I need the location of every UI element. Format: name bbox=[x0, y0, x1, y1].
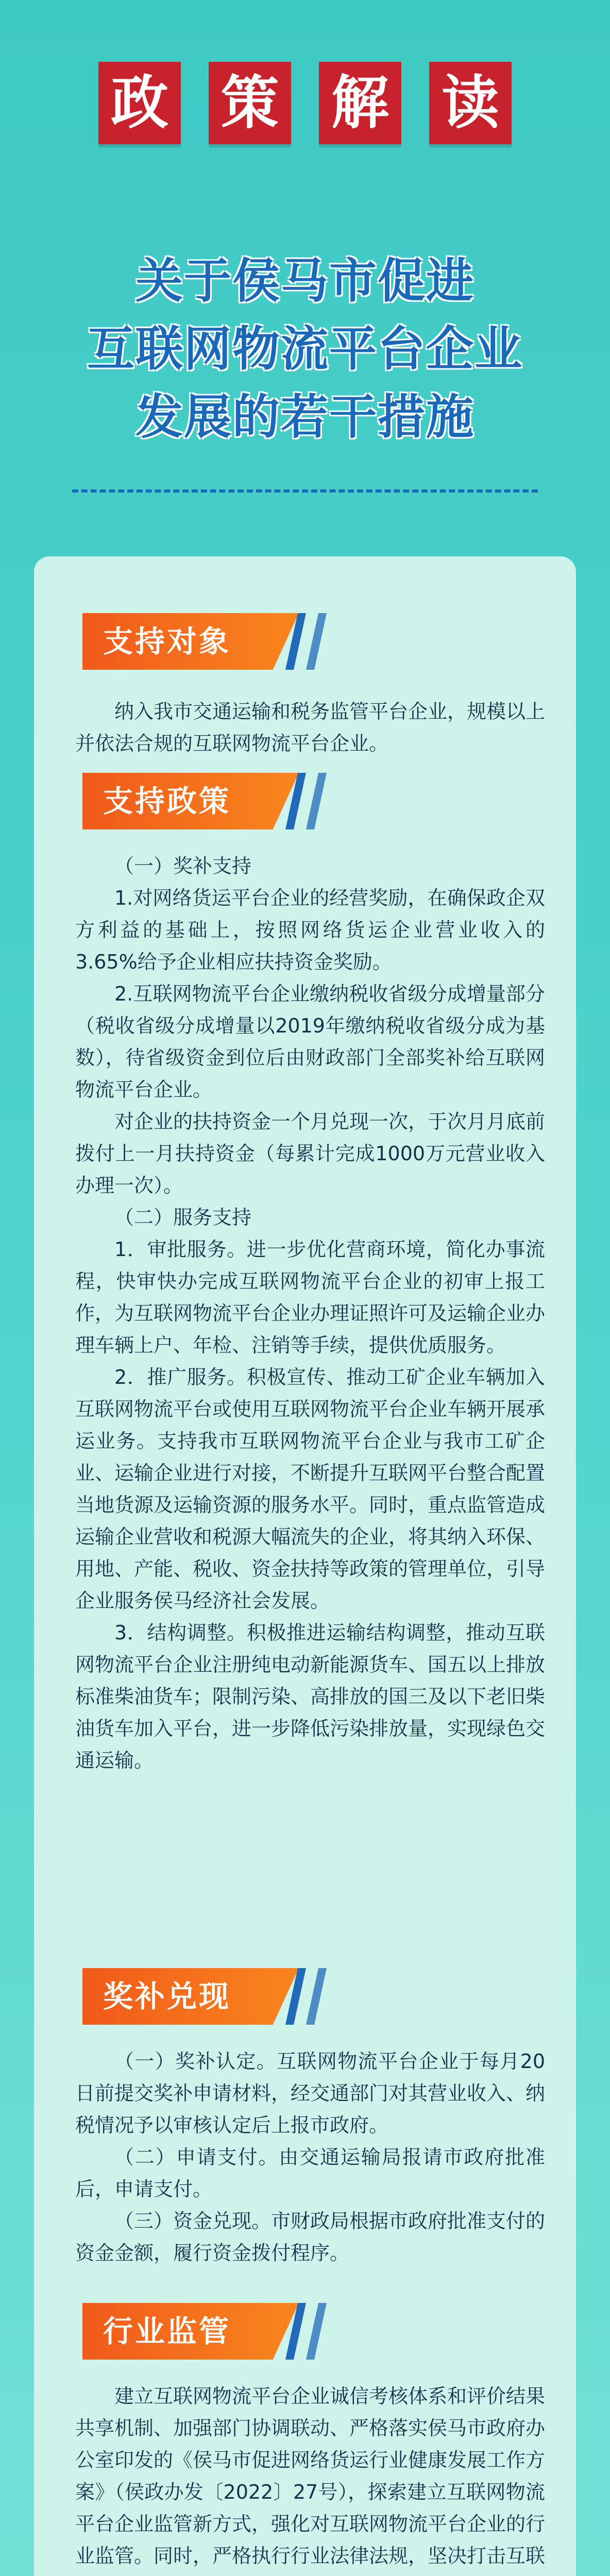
header-char-2: 策 bbox=[209, 62, 291, 144]
content-card bbox=[34, 556, 576, 2576]
title-divider bbox=[72, 489, 538, 493]
heading-stripe bbox=[306, 613, 327, 670]
header-char-4: 读 bbox=[429, 62, 512, 144]
paragraph: 3．结构调整。积极推进运输结构调整，推动互联网物流平台企业注册纯电动新能源货车、国五以上排放标准柴油货车；限制污染、高排放的国三及以下老旧柴油货车加入平台，进一步降低污染排放量，实现绿色交通运输。 bbox=[75, 1621, 546, 1772]
title-line-3: 发展的若干措施 bbox=[135, 389, 475, 445]
header-char-3: 解 bbox=[319, 62, 401, 144]
paragraph: 2.互联网物流平台企业缴纳税收省级分成增量部分（税收省级分成增量以2019年缴纳税收省级分成为基数），待省级资金到位后由财政部门全部奖补给互联网物流平台企业。 bbox=[75, 982, 545, 1101]
paragraph: 2．推广服务。积极宣传、推动工矿企业车辆加入互联网物流平台或使用互联网物流平台企业车辆开展承运业务。支持我市互联网物流平台企业与我市工矿企业、运输企业进行对接，不断提升互联网平台整合配置当地货源及运输资源的服务水平。同时，重点监管造成运输企业营收和税源大幅流失的企业，将其纳入环保、用地、产能、税收、资金扶持等政策的管理单位，引导企业服务侯马经济社会发展。 bbox=[75, 1366, 546, 1612]
page-title bbox=[0, 247, 610, 451]
paragraph: 建立互联网物流平台企业诚信考核体系和评价结果共享机制、加强部门协调联动、严格落实侯马市政府办公室印发的《侯马市促进网络货运行业健康发展工作方案》（侯政办发〔2022〕27号），探索建立互联网物流平台企业监管新方式，强化对互联网物流平台企业的行业监管。同时，严格执行行业法律法规，坚决打击互联 bbox=[75, 2385, 546, 2567]
subheading: （一）奖补支持 bbox=[114, 855, 252, 877]
paragraph: 1.对网络货运平台企业的经营奖励，在确保政企双方利益的基础上，按照网络货运企业营业收入的3.65%给予企业相应扶持资金奖励。 bbox=[75, 887, 545, 973]
section-body-support-policy bbox=[75, 850, 545, 1776]
section-heading-industry-regulation bbox=[82, 2303, 330, 2360]
heading-stripe bbox=[306, 773, 327, 829]
section-body-reward-payout bbox=[75, 2045, 545, 2269]
title-line-1: 关于侯马市促进 bbox=[135, 253, 475, 309]
section-heading-label: 支持政策 bbox=[103, 784, 231, 819]
section-heading-reward-payout bbox=[82, 1968, 330, 2025]
section-body-support-target bbox=[75, 696, 545, 759]
subheading: （二）服务支持 bbox=[114, 1206, 252, 1229]
heading-stripe bbox=[306, 2303, 327, 2360]
paragraph: 1．审批服务。进一步优化营商环境，简化办事流程，快审快办完成互联网物流平台企业的初审上报工作，为互联网物流平台企业办理证照许可及运输企业办理车辆上户、年检、注销等手续，提供优质服务。 bbox=[75, 1238, 546, 1357]
section-heading-label: 奖补兑现 bbox=[103, 1979, 231, 2014]
paragraph: 对企业的扶持资金一个月兑现一次，于次月月底前拨付上一月扶持资金（每累计完成1000万元营业收入办理一次）。 bbox=[75, 1110, 546, 1197]
section-heading-label: 行业监管 bbox=[103, 2314, 231, 2349]
paragraph: （一）奖补认定。互联网物流平台企业于每月20日前提交奖补申请材料，经交通部门对其营业收入、纳税情况予以审核认定后上报市政府。 bbox=[75, 2050, 546, 2137]
header-char-1: 政 bbox=[98, 62, 181, 144]
paragraph: 纳入我市交通运输和税务监管平台企业，规模以上并依法合规的互联网物流平台企业。 bbox=[75, 700, 546, 755]
heading-stripe bbox=[306, 1968, 327, 2025]
paragraph: （三）资金兑现。市财政局根据市政府批准支付的资金金额，履行资金拨付程序。 bbox=[75, 2210, 546, 2264]
header-banner bbox=[0, 62, 610, 144]
section-body-industry-regulation bbox=[75, 2380, 545, 2576]
title-line-2: 互联网物流平台企业 bbox=[87, 321, 523, 377]
section-heading-support-policy bbox=[82, 773, 330, 829]
paragraph: （二）申请支付。由交通运输局报请市政府批准后，申请支付。 bbox=[75, 2146, 545, 2200]
section-heading-label: 支持对象 bbox=[103, 624, 231, 659]
section-heading-support-target bbox=[82, 613, 330, 670]
